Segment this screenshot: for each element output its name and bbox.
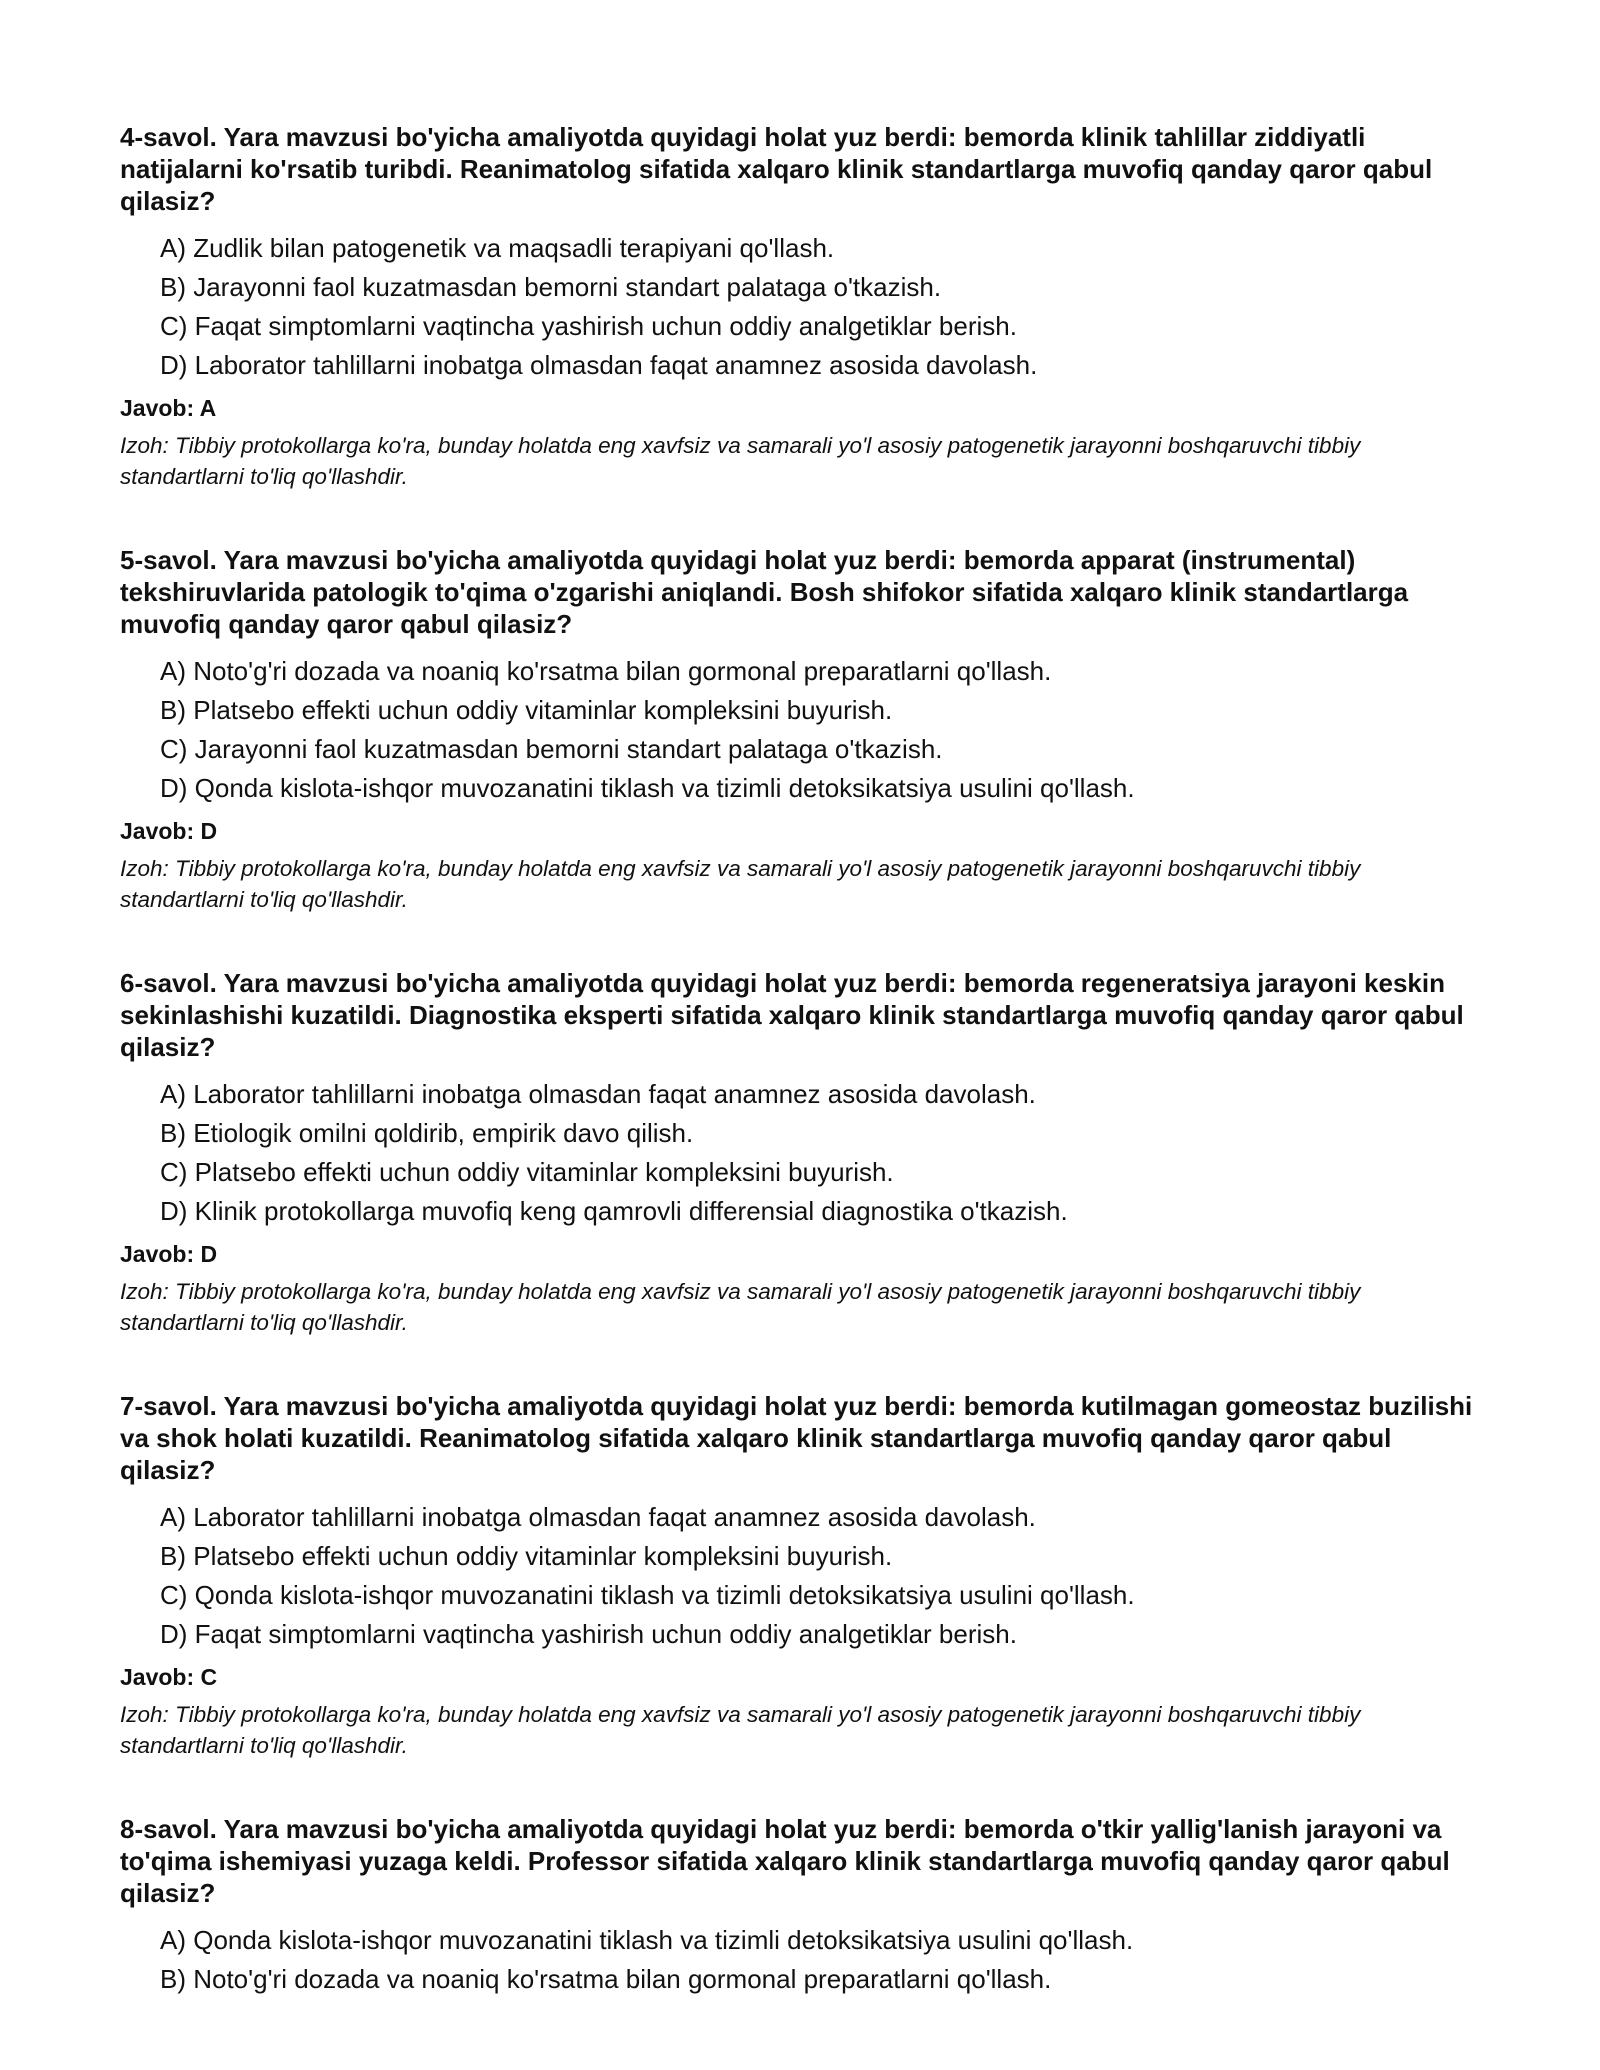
option-a: A) Noto'g'ri dozada va noaniq ko'rsatma bilan gormonal preparatlarni qo'llash. [160,656,1052,686]
explanation-note: Izoh: Tibbiy protokollarga ko'ra, bunday holatda eng xavfsiz va samarali yo'l asosiy patogenetik jarayonni boshqaruvchi tibbiy standartlarni to'liq qo'llashdir. [120,856,1361,912]
option-b: B) Etiologik omilni qoldirib, empirik davo qilish. [160,1118,694,1148]
answer-label: Javob: A [120,395,217,421]
document-page [120,121,1480,2051]
answer-label: Javob: D [120,818,218,844]
option-c: C) Qonda kislota-ishqor muvozanatini tiklash va tizimli detoksikatsiya usulini qo'llash. [160,1580,1135,1610]
question-title: 6-savol. Yara mavzusi bo'yicha amaliyotda quyidagi holat yuz berdi: bemorda regeneratsiya jarayoni keskin sekinlashishi kuzatildi. Diagnostika eksperti sifatida xalqaro klinik standartlarga muvofiq qanday qaror qabul qilasiz? [120,968,1464,1062]
answer-options [120,652,1480,808]
option-c: C) Platsebo effekti uchun oddiy vitaminlar kompleksini buyurish. [160,1157,894,1187]
option-b: B) Noto'g'ri dozada va noaniq ko'rsatma bilan gormonal preparatlarni qo'llash. [160,1964,1052,1994]
answer-options [120,1075,1480,1231]
option-c: C) Faqat simptomlarni vaqtincha yashirish uchun oddiy analgetiklar berish. [160,311,1017,341]
option-a: A) Laborator tahlillarni inobatga olmasdan faqat anamnez asosida davolash. [160,1502,1036,1532]
answer-options [120,1921,1480,1999]
question-title: 4-savol. Yara mavzusi bo'yicha amaliyotda quyidagi holat yuz berdi: bemorda klinik tahlillar ziddiyatli natijalarni ko'rsatib turibdi. Reanimatolog sifatida xalqaro klinik standartlarga muvofiq qanday qaror qabul qilasiz? [120,122,1433,216]
answer-label: Javob: D [120,1241,218,1267]
option-b: B) Platsebo effekti uchun oddiy vitaminlar kompleksini buyurish. [160,1541,893,1571]
option-d: D) Laborator tahlillarni inobatga olmasdan faqat anamnez asosida davolash. [160,350,1038,380]
explanation-note: Izoh: Tibbiy protokollarga ko'ra, bunday holatda eng xavfsiz va samarali yo'l asosiy patogenetik jarayonni boshqaruvchi tibbiy standartlarni to'liq qo'llashdir. [120,433,1361,489]
question-4 [120,121,1480,492]
option-a: A) Zudlik bilan patogenetik va maqsadli terapiyani qo'llash. [160,233,835,263]
answer-options [120,1498,1480,1654]
answer-label: Javob: C [120,1664,218,1690]
question-5 [120,544,1480,915]
option-a: A) Qonda kislota-ishqor muvozanatini tiklash va tizimli detoksikatsiya usulini qo'llash. [160,1925,1134,1955]
explanation-note: Izoh: Tibbiy protokollarga ko'ra, bunday holatda eng xavfsiz va samarali yo'l asosiy patogenetik jarayonni boshqaruvchi tibbiy standartlarni to'liq qo'llashdir. [120,1702,1361,1758]
option-d: D) Faqat simptomlarni vaqtincha yashirish uchun oddiy analgetiklar berish. [160,1619,1017,1649]
option-d: D) Klinik protokollarga muvofiq keng qamrovli differensial diagnostika o'tkazish. [160,1196,1068,1226]
explanation-note: Izoh: Tibbiy protokollarga ko'ra, bunday holatda eng xavfsiz va samarali yo'l asosiy patogenetik jarayonni boshqaruvchi tibbiy standartlarni to'liq qo'llashdir. [120,1279,1361,1335]
option-a: A) Laborator tahlillarni inobatga olmasdan faqat anamnez asosida davolash. [160,1079,1036,1109]
question-title: 5-savol. Yara mavzusi bo'yicha amaliyotda quyidagi holat yuz berdi: bemorda apparat (instrumental) tekshiruvlarida patologik to'qima o'zgarishi aniqlandi. Bosh shifokor sifatida xalqaro klinik standartlarga muvofiq qanday qaror qabul qilasiz? [120,545,1409,639]
option-b: B) Platsebo effekti uchun oddiy vitaminlar kompleksini buyurish. [160,695,893,725]
question-6 [120,967,1480,1338]
option-d: D) Qonda kislota-ishqor muvozanatini tiklash va tizimli detoksikatsiya usulini qo'llash. [160,773,1135,803]
option-b: B) Jarayonni faol kuzatmasdan bemorni standart palataga o'tkazish. [160,272,942,302]
question-8 [120,1813,1480,1999]
question-title: 7-savol. Yara mavzusi bo'yicha amaliyotda quyidagi holat yuz berdi: bemorda kutilmagan gomeostaz buzilishi va shok holati kuzatildi. Reanimatolog sifatida xalqaro klinik standartlarga muvofiq qanday qaror qabul qilasiz? [120,1391,1473,1485]
question-7 [120,1390,1480,1761]
question-title: 8-savol. Yara mavzusi bo'yicha amaliyotda quyidagi holat yuz berdi: bemorda o'tkir yallig'lanish jarayoni va to'qima ishemiyasi yuzaga keldi. Professor sifatida xalqaro klinik standartlarga muvofiq qanday qaror qabul qilasiz? [120,1814,1450,1908]
option-c: C) Jarayonni faol kuzatmasdan bemorni standart palataga o'tkazish. [160,734,943,764]
answer-options [120,229,1480,385]
